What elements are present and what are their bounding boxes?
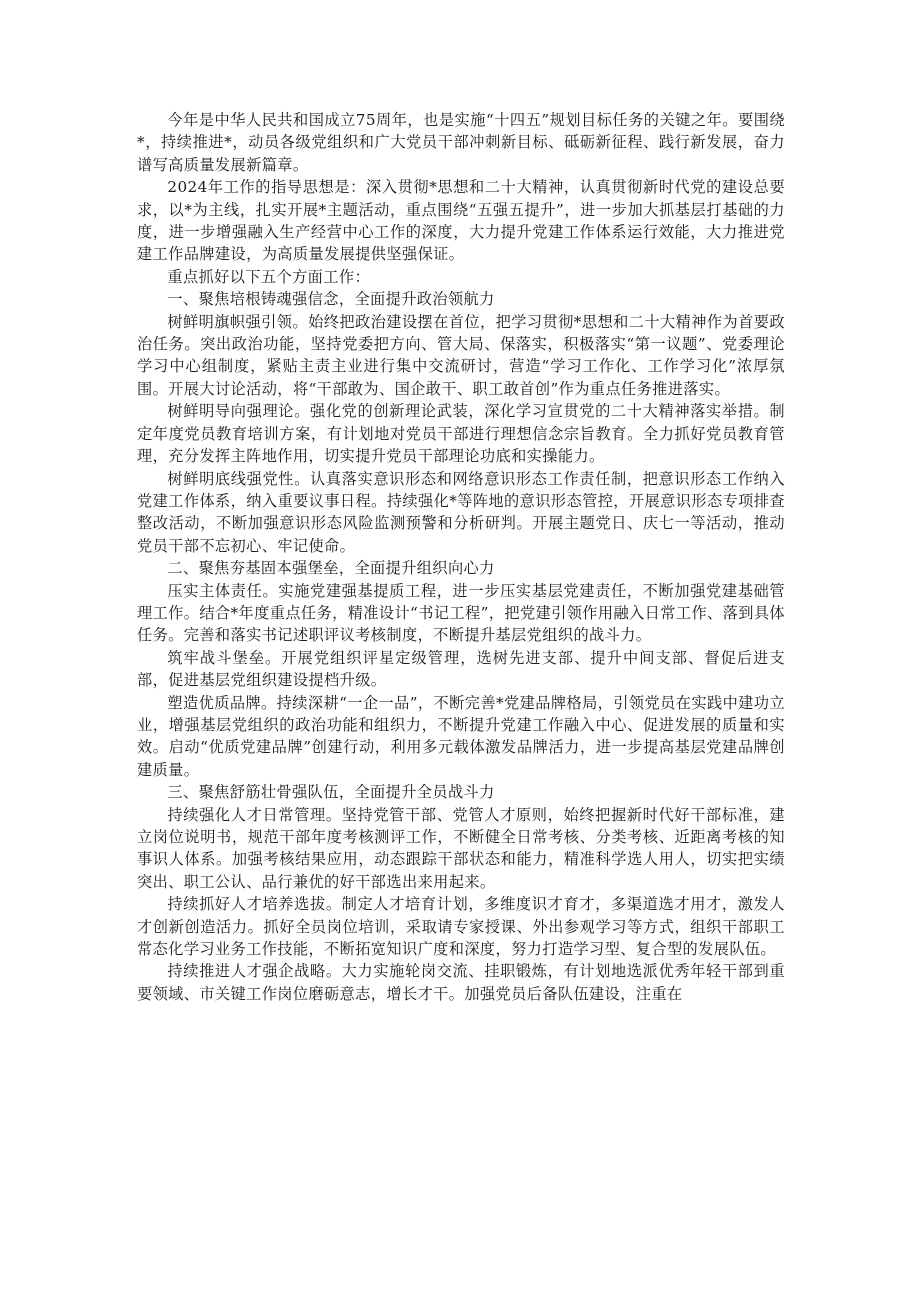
paragraph-banner-leadership: 树鲜明旗帜强引领。始终把政治建设摆在首位，把学习贯彻*思想和二十大精神作为首要政治任务。突出政治功能，坚持党委把方向、管大局、保落实，积极落实“第一议题”、党委理论学习中心组制度，紧贴主责主业进行集中交流研讨，营造“学习工作化、工作学习化”浓厚氛围。开展大讨论活动，将“干部敢为、国企敢干、职工敢首创”作为重点任务推进落实。 <box>137 312 785 398</box>
document-body <box>137 109 785 1005</box>
section-heading-3: 三、聚焦舒筋壮骨强队伍，全面提升全员战斗力 <box>167 783 495 802</box>
paragraph-five-aspects: 重点抓好以下五个方面工作： <box>167 267 371 286</box>
paragraph-party-spirit: 树鲜明底线强党性。认真落实意识形态和网络意识形态工作责任制，把意识形态工作纳入党建工作体系，纳入重要议事日程。持续强化*等阵地的意识形态管控，开展意识形态专项排查整改活动，不断加强意识形态风险监测预警和分析研判。开展主题党日、庆七一等活动，推动党员干部不忘初心、牢记使命。 <box>137 469 785 555</box>
paragraph-talent-management: 持续强化人才日常管理。坚持党管干部、党管人才原则，始终把握新时代好干部标准，建立岗位说明书，规范干部年度考核测评工作，不断健全日常考核、分类考核、近距离考核的知事识人体系。加强考核结果应用，动态跟踪干部状态和能力，精准科学选人用人，切实把实绩突出、职工公认、品行兼优的好干部选出来用起来。 <box>137 805 785 891</box>
section-heading-2: 二、聚焦夯基固本强堡垒，全面提升组织向心力 <box>167 559 495 578</box>
paragraph-fortress: 筑牢战斗堡垒。开展党组织评星定级管理，选树先进支部、提升中间支部、督促后进支部，促进基层党组织建设提档升级。 <box>137 648 785 690</box>
paragraph-main-responsibility: 压实主体责任。实施党建强基提质工程，进一步压实基层党建责任，不断加强党建基础管理工作。结合*年度重点任务，精准设计“书记工程”，把党建引领作用融入日常工作、落到具体任务。完善和落实书记述职评议考核制度，不断提升基层党组织的战斗力。 <box>137 581 785 645</box>
paragraph-brand: 塑造优质品牌。持续深耕“一企一品”，不断完善*党建品牌格局，引领党员在实践中建功立业，增强基层党组织的政治功能和组织力，不断提升党建工作融入中心、促进发展的质量和实效。启动“优质党建品牌”创建行动，利用多元载体激发品牌活力，进一步提高基层党建品牌创建质量。 <box>137 693 785 779</box>
paragraph-guiding-thought: 2024年工作的指导思想是：深入贯彻*思想和二十大精神，认真贯彻新时代党的建设总要求，以*为主线，扎实开展*主题活动，重点围绕“五强五提升”，进一步加大抓基层打基础的力度，进一步增强融入生产经营中心工作的深度，大力提升党建工作体系运行效能，大力推进党建工作品牌建设，为高质量发展提供坚强保证。 <box>137 178 785 264</box>
paragraph-theory: 树鲜明导向强理论。强化党的创新理论武装，深化学习宣贯党的二十大精神落实举措。制定年度党员教育培训方案，有计划地对党员干部进行理想信念宗旨教育。全力抓好党员教育管理，充分发挥主阵地作用，切实提升党员干部理论功底和实操能力。 <box>137 402 785 466</box>
paragraph-talent-strategy: 持续推进人才强企战略。大力实施轮岗交流、挂职锻炼，有计划地选派优秀年轻干部到重要领域、市关键工作岗位磨砺意志，增长才干。加强党员后备队伍建设，注重在 <box>137 962 785 1003</box>
paragraph-talent-training: 持续抓好人才培养选拔。制定人才培育计划，多维度识才育才，多渠道选才用才，激发人才创新创造活力。抓好全员岗位培训，采取请专家授课、外出参观学习等方式，组织干部职工常态化学习业务工作技能，不断拓宽知识广度和深度，努力打造学习型、复合型的发展队伍。 <box>137 895 785 959</box>
paragraph-intro: 今年是中华人民共和国成立75周年，也是实施“十四五”规划目标任务的关键之年。要围绕*，持续推进*，动员各级党组织和广大党员干部冲刺新目标、砥砺新征程、践行新发展，奋力谱写高质量发展新篇章。 <box>137 111 785 174</box>
section-heading-1: 一、聚焦培根铸魂强信念，全面提升政治领航力 <box>167 290 495 309</box>
